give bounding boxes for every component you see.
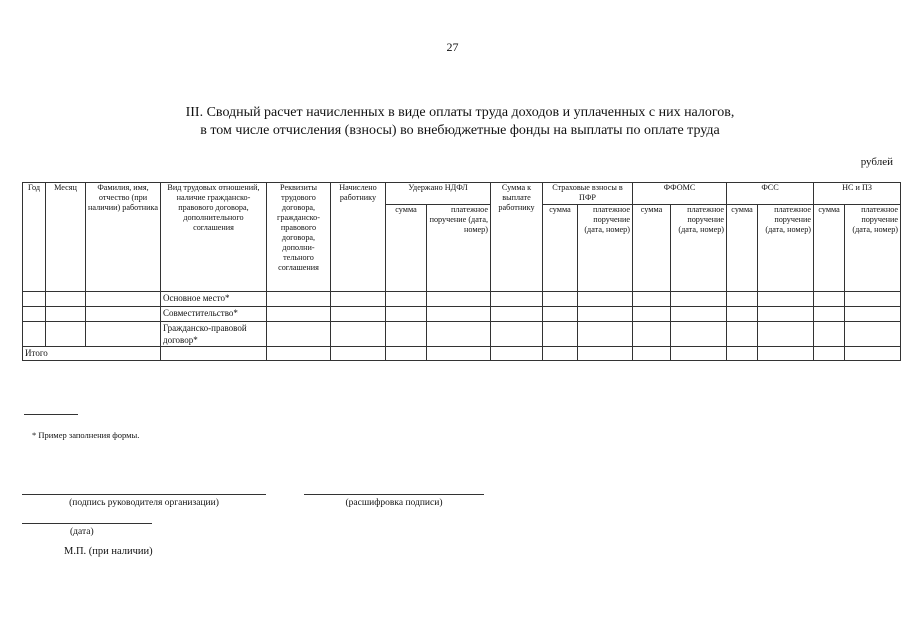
header-pfr: Страховые взносы в ПФР	[543, 183, 633, 205]
title-line-1: III. Сводный расчет начисленных в виде оплаты труда доходов и уплаченных с них налогов,	[185, 105, 735, 120]
ns-pz-order-header: платежное поручение (дата, номер)	[845, 205, 901, 292]
row-label-civil-contract: Гражданско-правовой договор*	[161, 322, 267, 347]
document-title	[60, 104, 860, 140]
row-civil-contract	[23, 322, 901, 347]
signature-decode-caption: (расшифровка подписи)	[345, 498, 443, 508]
row-total	[23, 347, 901, 361]
row-part-time	[23, 307, 901, 322]
page-number: 27	[446, 40, 459, 54]
seal-caption: М.П. (при наличии)	[64, 546, 153, 557]
title-line-2: в том числе отчисления (взносы) во внебюджетные фонды на выплаты по оплате труда	[200, 123, 720, 138]
ndfl-sum-header: сумма	[386, 205, 427, 292]
header-fss: ФСС	[727, 183, 814, 205]
header-ndfl: Удержано НДФЛ	[386, 183, 491, 205]
header-row-1	[23, 183, 901, 205]
header-ffoms: ФФОМС	[633, 183, 727, 205]
date-caption: (дата)	[70, 527, 94, 537]
header-to-pay: Сумма к выплате работнику	[491, 183, 543, 292]
header-year: Год	[23, 183, 46, 292]
signature-decode-line	[304, 494, 484, 495]
row-label-total: Итого	[23, 347, 161, 361]
row-label-main-place: Основное место*	[161, 292, 267, 307]
units-label: рублей	[860, 156, 893, 168]
header-employee-name: Фамилия, имя, отчество (при наличии) работника	[86, 183, 161, 292]
fss-order-header: платежное поручение (дата, номер)	[758, 205, 814, 292]
ns-pz-sum-header: сумма	[814, 205, 845, 292]
head-signature-caption: (подпись руководителя организации)	[69, 498, 219, 508]
summary-table	[22, 182, 901, 361]
date-line	[22, 523, 152, 524]
pfr-order-header: платежное поручение (дата, номер)	[578, 205, 633, 292]
head-signature-line	[22, 494, 266, 495]
header-relation-type: Вид трудовых отношений, наличие гражданско-правового договора, дополнительного соглашения	[161, 183, 267, 292]
row-main-place	[23, 292, 901, 307]
ffoms-sum-header: сумма	[633, 205, 671, 292]
row-label-part-time: Совместительство*	[161, 307, 267, 322]
pfr-sum-header: сумма	[543, 205, 578, 292]
header-month: Месяц	[46, 183, 86, 292]
footnote-divider	[24, 414, 78, 415]
header-accrued: Начислено работнику	[331, 183, 386, 292]
header-contract-details: Реквизиты трудового договора, гражданско-правового договора, дополни-тельного соглашения	[267, 183, 331, 292]
ffoms-order-header: платежное поручение (дата, номер)	[671, 205, 727, 292]
footnote: * Пример заполнения формы.	[32, 430, 140, 440]
header-ns-pz: НС и ПЗ	[814, 183, 901, 205]
ndfl-order-header: платежное поручение (дата, номер)	[427, 205, 491, 292]
fss-sum-header: сумма	[727, 205, 758, 292]
